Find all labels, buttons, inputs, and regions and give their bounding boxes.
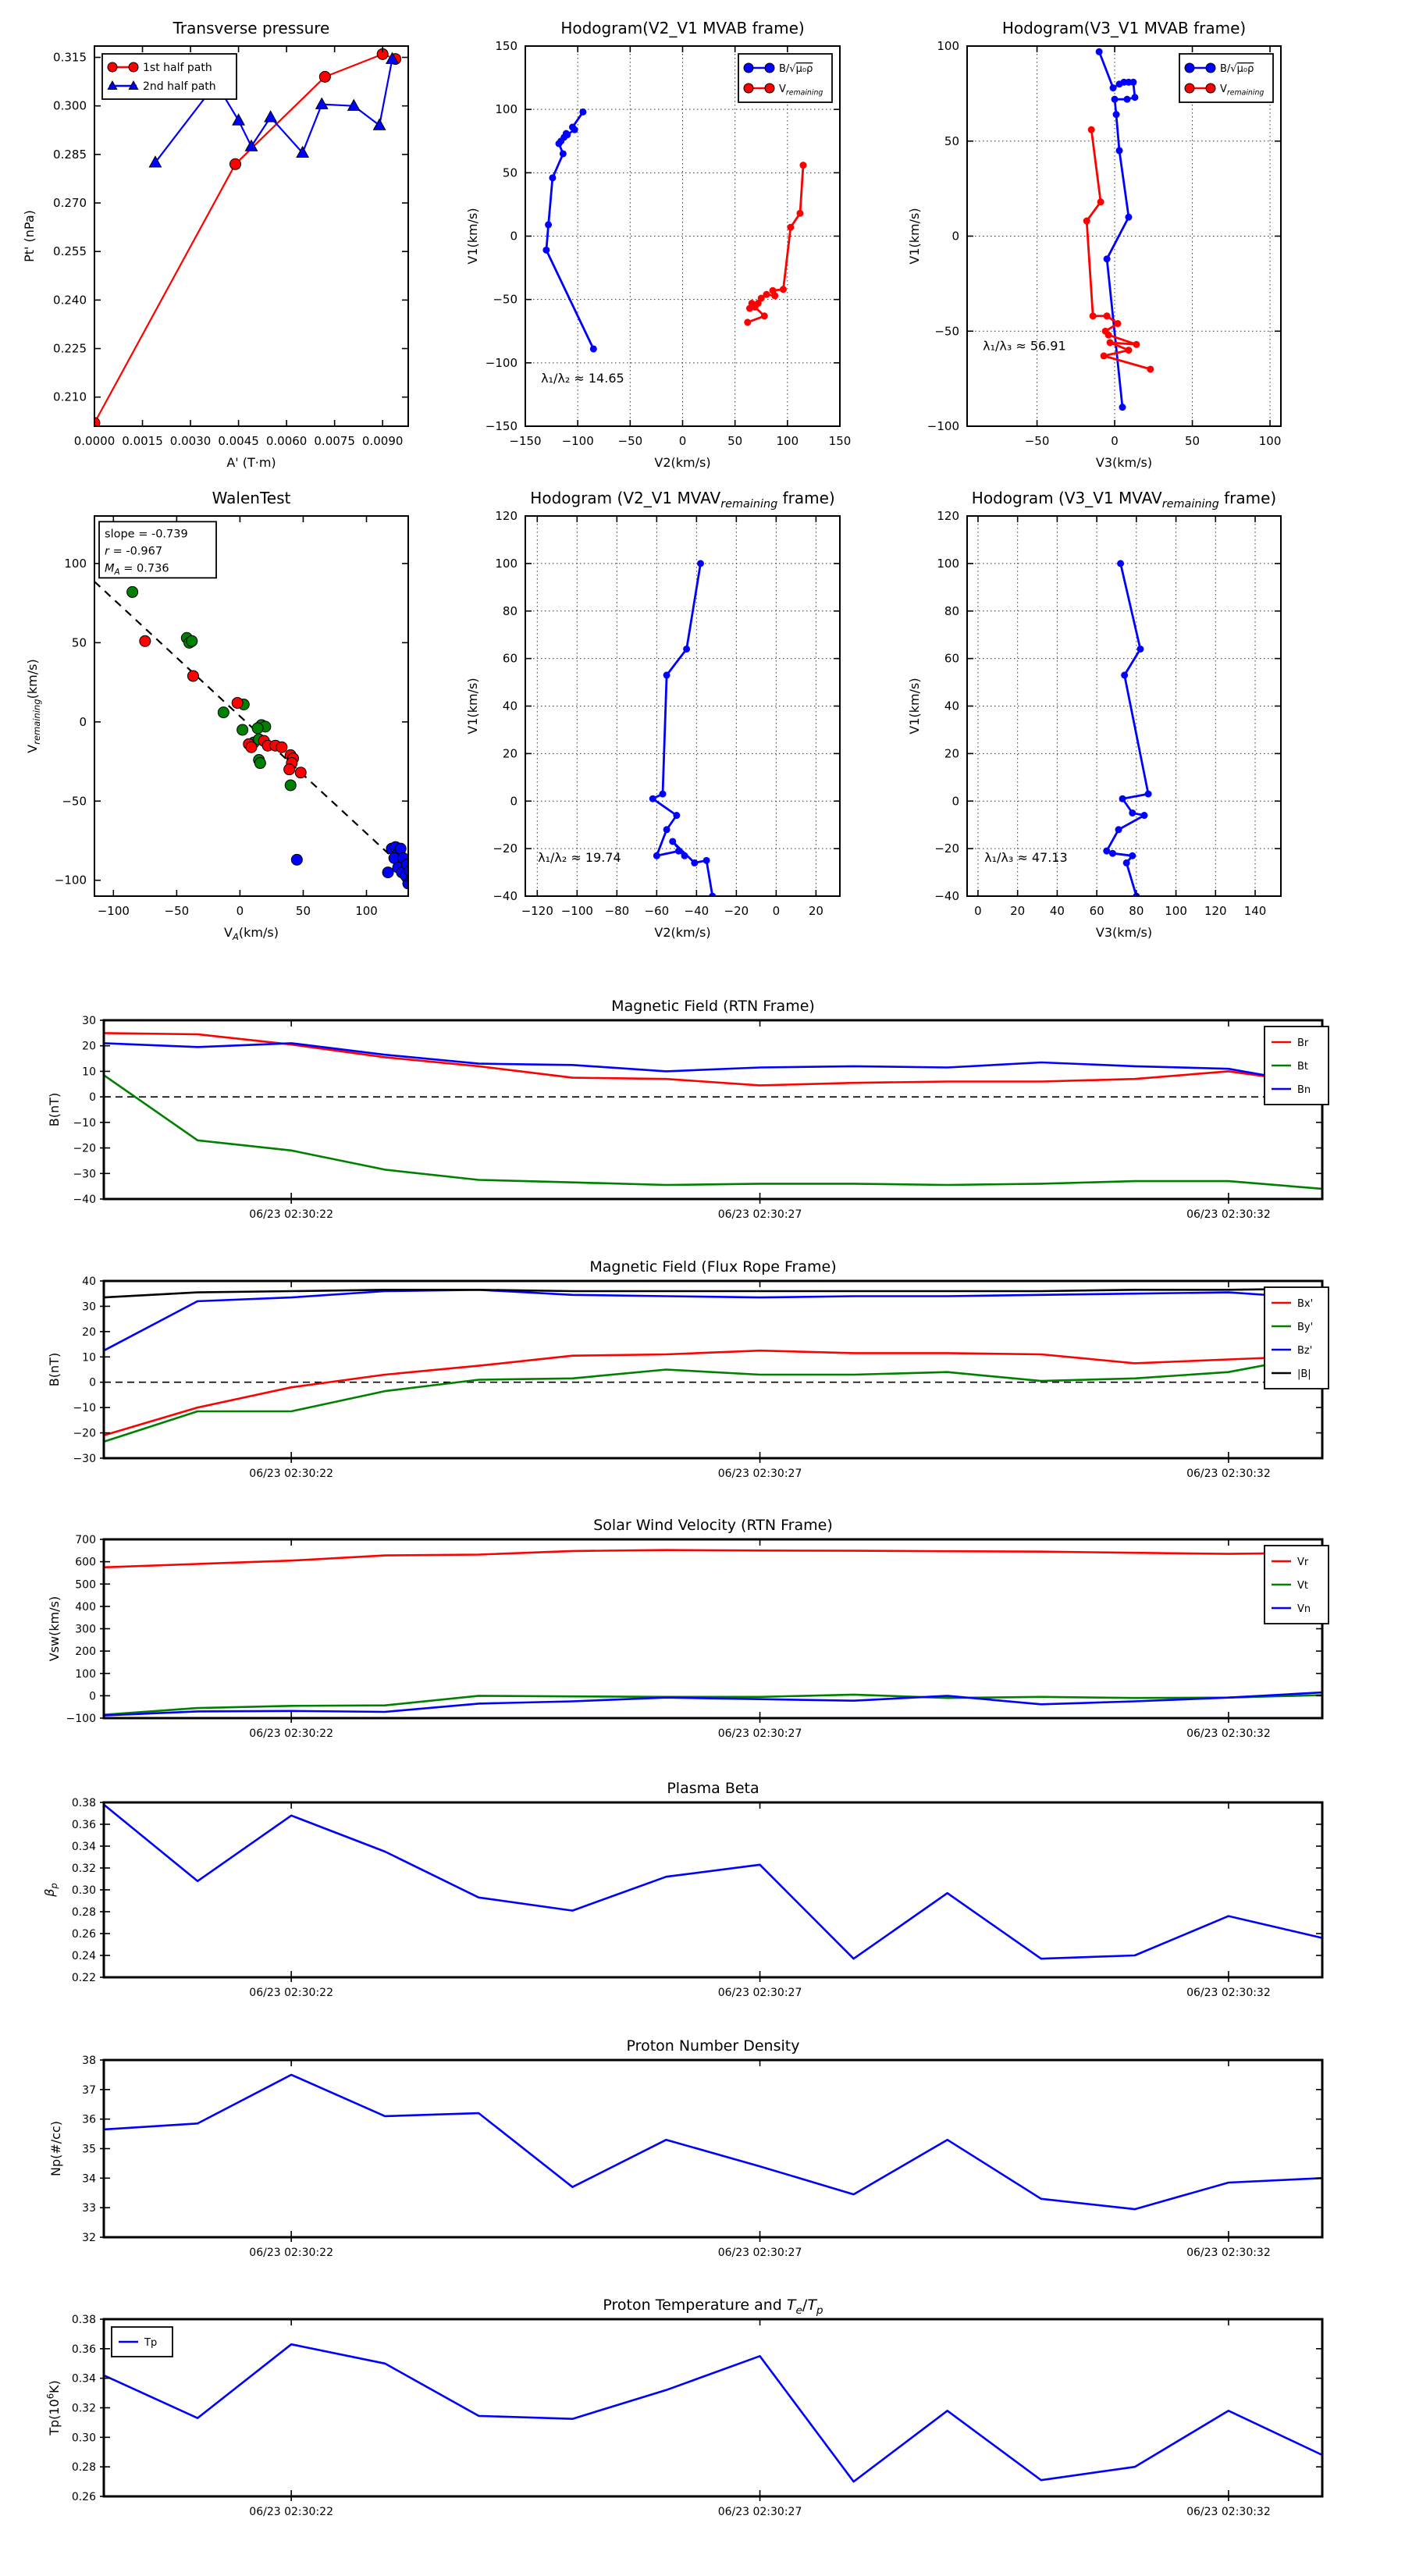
v-remaining-hodogram-series xyxy=(1107,564,1148,896)
x-tick-label: 0.0030 xyxy=(169,434,212,448)
legend-label: $V_{remaining}$ xyxy=(1220,84,1264,98)
legend xyxy=(1264,1287,1329,1389)
bt-series xyxy=(104,1075,1322,1189)
proton-temperature-plot xyxy=(45,2297,1322,2518)
legend-label: Bx' xyxy=(1297,1298,1314,1310)
y-axis-label: Pt' (nPa) xyxy=(22,210,37,262)
x-tick-label: −60 xyxy=(644,904,670,918)
x-tick-label: 50 xyxy=(1185,434,1200,448)
y-tick-label: 0.240 xyxy=(53,293,87,308)
y-tick-label: 30 xyxy=(82,1300,96,1314)
plot-title: Plasma Beta xyxy=(667,1780,759,1797)
x-tick-label: −50 xyxy=(617,434,643,448)
y-tick-label: −100 xyxy=(54,873,87,888)
y-tick-label: −100 xyxy=(485,355,518,370)
x-tick-label: 50 xyxy=(295,904,311,918)
x-axis-label: $V_A(km/s)$ xyxy=(224,925,279,943)
x-tick-label: 0.0045 xyxy=(218,434,259,448)
plot-title: Proton Temperature and $T_e/T_p$ xyxy=(603,2297,823,2317)
y-tick-label: −10 xyxy=(73,1116,96,1130)
y-tick-label: 0.36 xyxy=(71,1819,96,1831)
y-tick-label: 20 xyxy=(82,1325,96,1339)
x-tick-label: 06/23 02:30:32 xyxy=(1186,1987,1271,1999)
legend xyxy=(1179,54,1273,102)
vr-series xyxy=(104,1550,1322,1567)
y-tick-label: 20 xyxy=(82,1040,96,1053)
x-tick-label: −100 xyxy=(561,434,594,448)
magnetic-field-flux-rope-plot xyxy=(47,1258,1329,1480)
y-tick-label: −20 xyxy=(934,841,959,856)
y-tick-label: 20 xyxy=(502,746,518,761)
x-tick-label: −100 xyxy=(97,904,130,918)
hodogram-v2v1-mvab-plot xyxy=(465,19,851,470)
y-tick-label: 150 xyxy=(495,39,518,53)
y-tick-label: 700 xyxy=(75,1534,96,1546)
y-tick-label: 0.225 xyxy=(53,341,87,356)
transverse-pressure-plot xyxy=(22,19,408,470)
legend-label: Vr xyxy=(1297,1557,1309,1568)
y-tick-label: 37 xyxy=(82,2083,96,2097)
y-axis-label: Np(#/cc) xyxy=(48,2121,63,2176)
y-tick-label: 20 xyxy=(944,746,959,761)
y-tick-label: 0 xyxy=(79,714,87,729)
y-axis-label: B(nT) xyxy=(47,1092,62,1127)
solar-wind-velocity-plot xyxy=(47,1517,1329,1740)
axes-frame xyxy=(104,1020,1322,1199)
y-tick-label: 0.36 xyxy=(71,2343,96,2356)
x-tick-label: −80 xyxy=(604,904,630,918)
bx-prime-series xyxy=(104,1350,1322,1436)
x-tick-label: 06/23 02:30:32 xyxy=(1186,1468,1271,1480)
y-tick-label: 33 xyxy=(82,2202,96,2215)
annotation-label: λ₁/λ₂ ≈ 19.74 xyxy=(538,850,621,866)
y-tick-label: −20 xyxy=(493,841,518,856)
br-series xyxy=(104,1033,1322,1085)
hodogram-v3v1-mvab-plot xyxy=(907,19,1281,470)
x-tick-label: 06/23 02:30:22 xyxy=(249,2506,333,2518)
x-tick-label: 80 xyxy=(1129,904,1144,918)
y-tick-label: 120 xyxy=(937,509,959,523)
x-tick-label: −150 xyxy=(509,434,542,448)
y-tick-label: 100 xyxy=(75,1667,96,1681)
axes-frame xyxy=(104,2319,1322,2496)
y-tick-label: 100 xyxy=(495,102,518,117)
x-axis-label: V3(km/s) xyxy=(1095,925,1153,940)
x-tick-label: 100 xyxy=(1258,434,1282,448)
y-tick-label: −30 xyxy=(73,1453,96,1465)
x-tick-label: 06/23 02:30:27 xyxy=(717,2506,802,2518)
x-tick-label: 120 xyxy=(1204,904,1227,918)
x-tick-label: 20 xyxy=(1010,904,1026,918)
proton-number-density-plot xyxy=(48,2037,1322,2259)
y-tick-label: 0 xyxy=(510,794,518,809)
legend-label: Bt xyxy=(1297,1061,1309,1073)
y-tick-label: −20 xyxy=(73,1427,96,1440)
y-tick-label: 400 xyxy=(75,1600,96,1614)
x-tick-label: −50 xyxy=(164,904,190,918)
v-remaining-series-markers xyxy=(744,162,806,326)
v-remaining-series xyxy=(1087,130,1151,369)
y-tick-label: 0.315 xyxy=(53,50,87,65)
annotation-label: λ₁/λ₃ ≈ 47.13 xyxy=(984,850,1068,866)
y-axis-label: Vsw(km/s) xyxy=(47,1596,62,1662)
stats-line: r = -0.967 xyxy=(105,545,163,558)
x-tick-label: 100 xyxy=(1165,904,1187,918)
y-tick-label: 300 xyxy=(75,1623,96,1636)
x-tick-label: 06/23 02:30:32 xyxy=(1186,1727,1271,1740)
y-tick-label: −100 xyxy=(927,419,959,433)
y-tick-label: 0.30 xyxy=(71,2432,96,2445)
y-tick-label: −100 xyxy=(66,1713,96,1725)
y-tick-label: 80 xyxy=(502,603,518,618)
legend xyxy=(102,54,237,99)
y-tick-label: 60 xyxy=(502,651,518,666)
legend-label: Vt xyxy=(1297,1580,1308,1592)
y-tick-label: 500 xyxy=(75,1578,96,1592)
legend-label: Bz' xyxy=(1297,1345,1313,1357)
y-tick-label: −50 xyxy=(62,794,87,809)
axes-frame xyxy=(94,46,408,426)
bz-prime-series xyxy=(104,1290,1322,1350)
y-axis-label: V1(km/s) xyxy=(907,678,922,735)
x-tick-label: 06/23 02:30:22 xyxy=(249,1208,333,1221)
plot-title: Magnetic Field (Flux Rope Frame) xyxy=(589,1258,837,1276)
alfven-speed-series-markers xyxy=(542,109,596,353)
legend xyxy=(1264,1546,1329,1624)
plasma-beta-plot xyxy=(42,1780,1322,1999)
y-tick-label: 50 xyxy=(71,635,87,650)
y-tick-label: −50 xyxy=(934,324,959,339)
x-axis-label: A' (T·m) xyxy=(226,455,276,470)
plot-title: WalenTest xyxy=(212,489,291,507)
plasma-beta-series xyxy=(104,1805,1322,1959)
y-tick-label: 0 xyxy=(510,229,518,244)
annotation-label: λ₁/λ₃ ≈ 56.91 xyxy=(983,338,1066,354)
y-tick-label: 0.210 xyxy=(53,390,87,404)
x-tick-label: 0 xyxy=(1111,434,1119,448)
y-tick-label: 0.300 xyxy=(53,98,87,113)
y-tick-label: 100 xyxy=(937,556,959,571)
y-tick-label: 38 xyxy=(82,2055,96,2067)
y-tick-label: 0.32 xyxy=(71,1863,96,1875)
x-tick-label: 0 xyxy=(236,904,244,918)
y-tick-label: 0 xyxy=(89,1091,96,1105)
y-tick-label: −40 xyxy=(73,1194,96,1206)
alfven-speed-series xyxy=(546,112,593,349)
x-tick-label: 100 xyxy=(776,434,799,448)
legend-label: |B| xyxy=(1297,1368,1311,1380)
x-tick-label: 0.0090 xyxy=(361,434,404,448)
y-tick-label: 100 xyxy=(495,556,518,571)
x-tick-label: 0.0060 xyxy=(265,434,308,448)
y-axis-label: $\beta_p$ xyxy=(42,1883,60,1897)
stats-line: $M_A = 0.736$ xyxy=(105,562,169,578)
y-tick-label: 32 xyxy=(82,2232,96,2244)
x-tick-label: −100 xyxy=(560,904,593,918)
walen-blue-scatter-markers xyxy=(291,841,416,889)
y-tick-label: 36 xyxy=(82,2113,96,2126)
y-tick-label: −150 xyxy=(485,419,518,433)
plot-title: Hodogram (V2_V1 $MVAV_{remaining}$ frame) xyxy=(530,489,835,511)
x-tick-label: 0 xyxy=(678,434,687,448)
plot-title: Hodogram (V3_V1 $MVAV_{remaining}$ frame) xyxy=(971,489,1277,511)
y-tick-label: 120 xyxy=(495,509,518,523)
plot-title: Magnetic Field (RTN Frame) xyxy=(611,998,815,1015)
y-tick-label: 10 xyxy=(82,1066,96,1079)
axes-frame xyxy=(104,1539,1322,1718)
y-axis-label: V1(km/s) xyxy=(907,208,922,265)
x-axis-label: V2(km/s) xyxy=(654,455,711,470)
x-axis-label: V3(km/s) xyxy=(1095,455,1153,470)
proton-temperature-series xyxy=(104,2344,1322,2482)
axes-frame xyxy=(104,2060,1322,2237)
x-tick-label: 20 xyxy=(808,904,823,918)
by-prime-series xyxy=(104,1354,1322,1442)
plot-title: Transverse pressure xyxy=(173,19,330,37)
x-tick-label: −20 xyxy=(724,904,749,918)
y-tick-label: 80 xyxy=(944,603,959,618)
y-tick-label: 0.26 xyxy=(71,2491,96,2503)
y-tick-label: 10 xyxy=(82,1351,96,1364)
legend-label: Br xyxy=(1297,1037,1309,1049)
axes-frame xyxy=(104,1802,1322,1977)
x-tick-label: 60 xyxy=(1089,904,1104,918)
x-tick-label: 06/23 02:30:27 xyxy=(717,1208,802,1221)
magnetic-field-rtn-plot xyxy=(47,998,1329,1221)
stats-line: slope = -0.739 xyxy=(105,528,188,541)
x-tick-label: −120 xyxy=(521,904,553,918)
hodogram-v2v1-mvav-plot xyxy=(465,489,840,940)
legend xyxy=(738,54,832,102)
legend-label: By' xyxy=(1297,1322,1314,1333)
legend-label: 1st half path xyxy=(143,62,212,74)
x-tick-label: 06/23 02:30:27 xyxy=(717,1468,802,1480)
y-tick-label: 0.28 xyxy=(71,2461,96,2475)
y-tick-label: 0.26 xyxy=(71,1928,96,1941)
x-tick-label: −50 xyxy=(1024,434,1050,448)
hodogram-v3v1-mvav-plot xyxy=(907,489,1281,940)
x-tick-label: 06/23 02:30:32 xyxy=(1186,2247,1271,2259)
y-tick-label: 40 xyxy=(502,699,518,713)
y-axis-label: B(nT) xyxy=(47,1352,62,1387)
y-tick-label: 0.32 xyxy=(71,2402,96,2415)
y-axis-label: $V_{remaining}(km/s)$ xyxy=(25,659,43,753)
legend-label: B/√μ₀ρ xyxy=(1220,63,1254,75)
x-tick-label: 06/23 02:30:27 xyxy=(717,2247,802,2259)
x-tick-label: 40 xyxy=(1049,904,1065,918)
y-tick-label: 0.38 xyxy=(71,2314,96,2326)
y-tick-label: 0.30 xyxy=(71,1884,96,1897)
proton-density-series xyxy=(104,2075,1322,2209)
x-tick-label: 0 xyxy=(974,904,982,918)
y-tick-label: −30 xyxy=(73,1168,96,1181)
y-axis-label: V1(km/s) xyxy=(465,208,480,265)
walen-test-plot xyxy=(25,489,416,942)
x-tick-label: 06/23 02:30:27 xyxy=(717,1987,802,1999)
y-tick-label: 50 xyxy=(944,133,959,148)
x-tick-label: 06/23 02:30:32 xyxy=(1186,2506,1271,2518)
x-tick-label: 150 xyxy=(828,434,852,448)
y-tick-label: 0.285 xyxy=(53,147,87,162)
y-tick-label: 0.24 xyxy=(71,1950,96,1962)
legend-label: 2nd half path xyxy=(143,80,216,93)
stats-box xyxy=(99,521,216,578)
y-tick-label: 0 xyxy=(951,229,959,244)
y-tick-label: 0 xyxy=(951,794,959,809)
x-tick-label: 06/23 02:30:22 xyxy=(249,1727,333,1740)
legend-label: B/√μ₀ρ xyxy=(779,63,813,75)
x-tick-label: 06/23 02:30:27 xyxy=(717,1727,802,1740)
x-tick-label: 100 xyxy=(355,904,378,918)
annotation-label: λ₁/λ₂ ≈ 14.65 xyxy=(541,370,624,386)
axes-frame xyxy=(104,1281,1322,1458)
y-tick-label: 0 xyxy=(89,1690,96,1703)
y-tick-label: −40 xyxy=(934,889,959,903)
plot-title: Hodogram(V2_V1 MVAB frame) xyxy=(560,19,805,37)
y-tick-label: 0.22 xyxy=(71,1972,96,1984)
y-tick-label: −50 xyxy=(493,292,518,307)
x-tick-label: −40 xyxy=(684,904,710,918)
y-tick-label: 35 xyxy=(82,2143,96,2156)
legend-label: $V_{remaining}$ xyxy=(779,84,823,98)
x-axis-label: V2(km/s) xyxy=(654,925,711,940)
x-tick-label: 06/23 02:30:32 xyxy=(1186,1208,1271,1221)
y-tick-label: 0.34 xyxy=(71,1841,96,1853)
walen-green-scatter-markers xyxy=(127,586,297,791)
x-tick-label: 0.0075 xyxy=(314,434,355,448)
y-tick-label: 50 xyxy=(502,165,518,180)
plot-title: Solar Wind Velocity (RTN Frame) xyxy=(593,1517,833,1534)
y-tick-label: 0 xyxy=(89,1376,96,1389)
y-tick-label: 600 xyxy=(75,1556,96,1569)
y-tick-label: 30 xyxy=(82,1015,96,1027)
y-tick-label: 60 xyxy=(944,651,959,666)
y-tick-label: 100 xyxy=(937,39,959,53)
y-axis-label: V1(km/s) xyxy=(465,678,480,735)
plot-title: Hodogram(V3_V1 MVAB frame) xyxy=(1001,19,1247,37)
y-tick-label: 0.28 xyxy=(71,1906,96,1919)
legend-label: Bn xyxy=(1297,1084,1311,1096)
y-axis-label: $Tp(10^6K)$ xyxy=(44,2380,62,2435)
x-tick-label: 50 xyxy=(727,434,743,448)
x-tick-label: 06/23 02:30:22 xyxy=(249,1987,333,1999)
v-remaining-series-markers xyxy=(1083,126,1154,373)
legend xyxy=(112,2327,173,2357)
y-tick-label: −20 xyxy=(73,1142,96,1155)
legend-label: Tp xyxy=(144,2337,158,2349)
y-tick-label: 0.255 xyxy=(53,244,87,259)
plot-title: Proton Number Density xyxy=(626,2037,800,2055)
x-tick-label: 0.0015 xyxy=(122,434,163,448)
x-tick-label: 0 xyxy=(772,904,781,918)
y-tick-label: 0.270 xyxy=(53,196,87,211)
y-tick-label: 200 xyxy=(75,1646,96,1659)
y-tick-label: 40 xyxy=(82,1276,96,1288)
y-tick-label: 0.34 xyxy=(71,2372,96,2386)
x-tick-label: 0.0000 xyxy=(73,434,116,448)
v-remaining-hodogram-series xyxy=(653,564,713,896)
x-tick-label: 06/23 02:30:22 xyxy=(249,1468,333,1480)
y-tick-label: 0.38 xyxy=(71,1797,96,1809)
y-tick-label: −40 xyxy=(493,889,518,903)
y-tick-label: 100 xyxy=(64,556,87,571)
legend xyxy=(1264,1026,1329,1105)
y-tick-label: 34 xyxy=(82,2172,96,2186)
y-tick-label: −10 xyxy=(73,1402,96,1415)
x-tick-label: 140 xyxy=(1243,904,1267,918)
legend-label: Vn xyxy=(1297,1603,1311,1615)
x-tick-label: 06/23 02:30:22 xyxy=(249,2247,333,2259)
y-tick-label: 40 xyxy=(944,699,959,713)
